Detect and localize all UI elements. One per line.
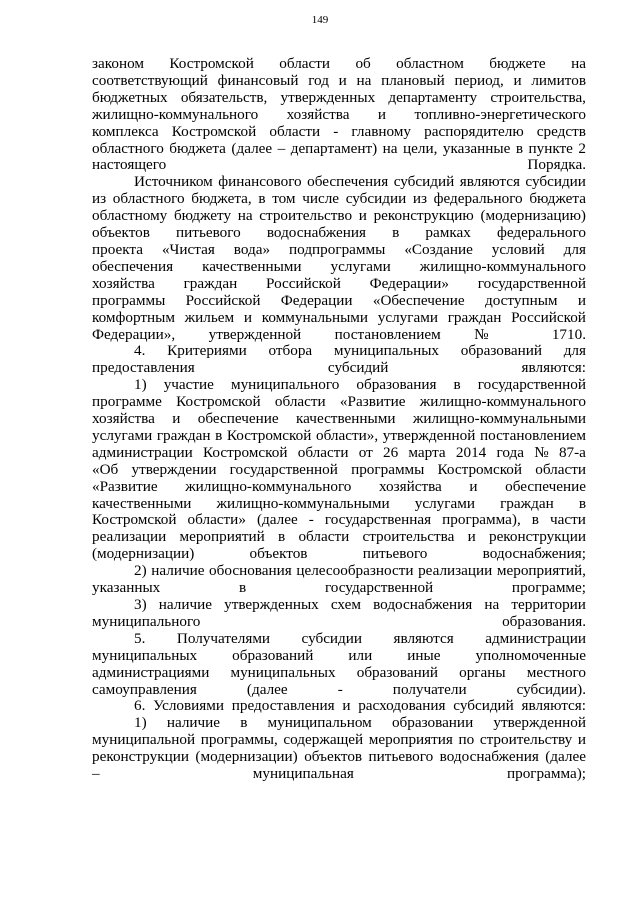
paragraph <box>92 377 586 563</box>
text-line: 4. Критериями отбора муниципальных образований для <box>134 342 586 360</box>
text-line: самоуправления (далее - получатели субсидии). <box>92 680 586 698</box>
text-line: «Развитие жилищно-коммунального хозяйства и обеспечение <box>92 477 586 495</box>
paragraph <box>92 56 586 174</box>
text-line: указанных в государственной программе; <box>92 579 586 597</box>
text-line: комплекса Костромской области - главному распорядителю средств <box>92 122 586 140</box>
document-body <box>92 56 586 783</box>
text-line: 1) участие муниципального образования в государственной <box>134 376 586 394</box>
text-line: «Об утверждении государственной программы Костромской области <box>92 460 586 478</box>
paragraph <box>92 174 586 343</box>
text-line: качественными жилищно-коммунальными услугами граждан в <box>92 494 586 512</box>
text-line: проекта «Чистая вода» подпрограммы «Создание условий для <box>92 240 586 258</box>
paragraph <box>92 715 586 783</box>
text-line: Костромской области» (далее - государственная программа), в части <box>92 511 586 529</box>
text-line: муниципальной программы, содержащей мероприятия по строительству и <box>92 731 586 749</box>
text-line: бюджетных обязательств, утвержденных департаменту строительства, <box>92 88 586 106</box>
text-line: жилищно-коммунального хозяйства и топливно-энергетического <box>92 105 586 123</box>
paragraph <box>92 563 586 597</box>
text-line: комфортным жильем и коммунальными услугами граждан Российской <box>92 308 586 326</box>
text-line: (модернизации) объектов питьевого водоснабжения; <box>92 545 586 563</box>
page-number: 149 <box>311 14 329 26</box>
text-line: услугами граждан в Костромской области», утвержденной постановлением <box>92 426 586 444</box>
text-line: настоящего Порядка. <box>92 156 586 174</box>
text-line: программе Костромской области «Развитие жилищно-коммунального <box>92 393 586 411</box>
text-line: администрации Костромской области от 26 марта 2014 года № 87-а <box>92 443 586 461</box>
text-line: Федерации», утвержденной постановлением № 1710. <box>92 325 586 343</box>
text-line: – муниципальная программа); <box>92 765 586 783</box>
text-line: хозяйства и обеспечение качественными жилищно-коммунальными <box>92 410 586 428</box>
text-line: обеспечения качественными услугами жилищно-коммунального <box>92 257 586 275</box>
text-line: администрациями муниципальных образований органы местного <box>92 663 586 681</box>
text-line: областного бюджета (далее – департамент) на цели, указанные в пункте 2 <box>92 139 586 157</box>
text-line: муниципального образования. <box>92 612 586 630</box>
text-line: законом Костромской области об областном бюджете на <box>92 55 586 72</box>
text-line: объектов питьевого водоснабжения в рамках федерального <box>92 224 586 242</box>
text-line: хозяйства граждан Российской Федерации» государственной <box>92 274 586 292</box>
text-line: муниципальных образований или иные уполномоченные <box>92 646 586 664</box>
text-line: из областного бюджета, в том числе субсидии из федерального бюджета <box>92 190 586 208</box>
paragraph <box>92 343 586 377</box>
text-line: предоставления субсидий являются: <box>92 359 586 377</box>
text-line: 5. Получателями субсидии являются администрации <box>134 629 586 647</box>
text-line: 1) наличие в муниципальном образовании утвержденной <box>134 714 586 732</box>
paragraph <box>92 597 586 631</box>
text-line: 6. Условиями предоставления и расходования субсидий являются: <box>134 697 586 715</box>
text-line: соответствующий финансовый год и на плановый период, и лимитов <box>92 71 586 89</box>
text-line: реконструкции (модернизации) объектов питьевого водоснабжения (далее <box>92 748 586 766</box>
text-line: программы Российской Федерации «Обеспечение доступным и <box>92 291 586 309</box>
text-line: областному бюджету на строительство и реконструкцию (модернизацию) <box>92 207 586 225</box>
text-line: Источником финансового обеспечения субсидий являются субсидии <box>134 173 586 191</box>
text-line: 2) наличие обоснования целесообразности реализации мероприятий, <box>134 562 586 580</box>
text-line: 3) наличие утвержденных схем водоснабжения на территории <box>134 596 586 613</box>
paragraph <box>92 698 586 715</box>
text-line: реализации мероприятий в области строительства и реконструкции <box>92 528 586 546</box>
paragraph <box>92 631 586 699</box>
